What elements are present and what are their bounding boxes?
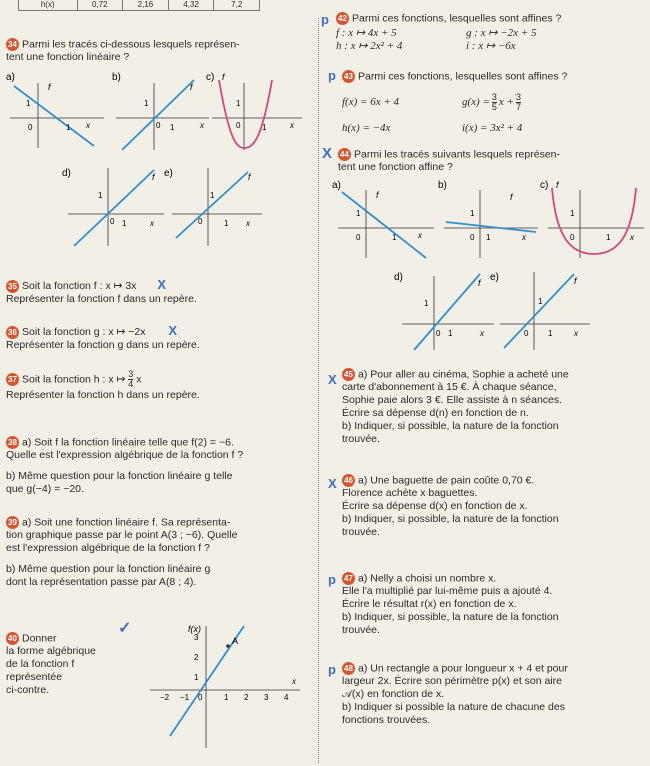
svg-text:0: 0 xyxy=(156,121,161,130)
svg-text:4: 4 xyxy=(284,693,289,702)
svg-text:f: f xyxy=(48,82,51,92)
svg-text:1: 1 xyxy=(194,673,199,682)
svg-text:x: x xyxy=(480,329,484,338)
graph-c xyxy=(206,72,302,150)
exercise-48: 48 a) Un rectangle a pour longueur x + 4 et pour largeur 2x. Écrire son périmètre p(x) et son aire 𝒜(x) en fonction de x. b) Indiquer si possible la nature de chacune des fonctions trouvées. xyxy=(342,662,568,727)
exercise-35 xyxy=(6,278,306,306)
svg-text:1: 1 xyxy=(144,99,149,108)
svg-text:d): d) xyxy=(62,168,71,179)
svg-text:1: 1 xyxy=(262,123,267,132)
graph-d xyxy=(394,272,494,350)
svg-text:f: f xyxy=(190,82,193,92)
svg-text:x: x xyxy=(418,231,422,240)
svg-text:x: x xyxy=(574,329,578,338)
exercise-45: 45 a) Pour aller au cinéma, Sophie a acheté une carte d'abonnement à 15 €. À chaque séance, Sophie paie alors 3 €. Elle assiste à n séances. Écrire sa dépense d(n) en fonction de n. b) Indiquer, si possible, la nature de la fonction trouvée. xyxy=(342,368,569,446)
graph-e xyxy=(164,168,262,246)
exercise-number: 43 xyxy=(342,70,355,83)
exercise-number: 38 xyxy=(6,436,19,449)
exercise-46: 46 a) Une baguette de pain coûte 0,70 €. Florence achète x baguettes. Écrire sa dépense d(x) en fonction de x. b) Indiquer, si possible, la nature de la fonction trouvée. xyxy=(342,474,559,539)
svg-text:−2: −2 xyxy=(160,693,170,702)
column-divider xyxy=(318,18,319,763)
exercise-text: Soit la fonction g : x ↦ −2x xyxy=(22,326,146,338)
exercise-42: 42 Parmi ces fonctions, lesquelles sont affines ? f : x ↦ 4x + 5 g : x ↦ −2x + 5 h : x ↦ 2x² + 4 i : x ↦ −6x xyxy=(336,12,562,53)
svg-text:f: f xyxy=(510,192,513,202)
exercise-number: 45 xyxy=(342,368,355,381)
exercise-number: 36 xyxy=(6,326,19,339)
exercise-number: 47 xyxy=(342,572,355,585)
graph-line xyxy=(14,86,94,146)
exercise-39: 39 a) Soit une fonction linéaire f. Sa représenta- tion graphique passe par le point A(3 ; −6). Quelle est l'expression algébrique de la fonction f ? b) Même question pour la fonction linéaire g dont la représentation passe par A(8 ; 4). xyxy=(6,516,238,589)
exercise-36 xyxy=(6,324,306,352)
exercise-number: 39 xyxy=(6,516,19,529)
svg-text:1: 1 xyxy=(424,299,429,308)
ex34-graphs xyxy=(4,68,304,258)
handwritten-mark: p xyxy=(328,68,336,83)
svg-text:3: 3 xyxy=(194,633,199,642)
svg-text:x: x xyxy=(290,121,294,130)
svg-text:1: 1 xyxy=(448,329,453,338)
handwritten-mark: X xyxy=(168,323,178,338)
svg-text:1: 1 xyxy=(26,99,31,108)
graph-label: a) xyxy=(6,72,15,83)
svg-text:x: x xyxy=(86,121,90,130)
svg-text:0: 0 xyxy=(524,329,529,338)
graph-b xyxy=(438,180,538,258)
graph-a xyxy=(332,180,434,258)
exercise-text: Soit la fonction f : x ↦ 3x xyxy=(22,280,137,292)
svg-text:−1: −1 xyxy=(180,693,190,702)
exercise-37: 37 Soit la fonction h : x ↦ $\frac{3}{4}$ x Représenter la fonction h dans un repère. xyxy=(6,369,200,401)
exercise-number: 40 xyxy=(6,632,19,645)
graph-line xyxy=(122,80,194,150)
svg-text:1: 1 xyxy=(486,233,491,242)
svg-text:0: 0 xyxy=(470,233,475,242)
graph-line xyxy=(74,170,154,246)
exercise-text: tent une fonction linéaire ? xyxy=(6,51,130,64)
table-cell: 4,32 xyxy=(169,0,215,10)
graph-c xyxy=(540,180,644,258)
handwritten-mark: X xyxy=(328,476,337,491)
svg-text:x: x xyxy=(522,233,526,242)
handwritten-mark: p xyxy=(321,12,329,27)
handwritten-mark: X xyxy=(322,145,333,162)
svg-text:1: 1 xyxy=(470,209,475,218)
svg-text:1: 1 xyxy=(170,123,175,132)
svg-text:d): d) xyxy=(394,272,403,283)
svg-text:1: 1 xyxy=(122,219,127,228)
svg-text:x: x xyxy=(200,121,204,130)
graph-line xyxy=(414,274,480,350)
exercise-43: 43 Parmi ces fonctions, lesquelles sont affines ? f(x) = 6x + 4 g(x) = $\frac{3}{5}$ x + $\frac{3}{7}$ h(x) = −4x i(x) = 3x² + 4 xyxy=(342,70,568,135)
svg-text:1: 1 xyxy=(570,209,575,218)
svg-text:1: 1 xyxy=(392,233,397,242)
exercise-text: Représenter la fonction h dans un repère. xyxy=(6,389,200,401)
svg-text:c): c) xyxy=(540,180,549,191)
svg-text:x: x xyxy=(150,219,154,228)
graph-line xyxy=(176,172,248,238)
svg-text:f: f xyxy=(222,72,225,82)
svg-text:e): e) xyxy=(490,272,499,283)
graph-b xyxy=(112,72,209,150)
exercise-40: 40 Donner la forme algébrique de la fonction f représentée ci-contre. xyxy=(6,632,96,697)
handwritten-check: ✓ xyxy=(118,620,132,637)
graph-d xyxy=(62,168,164,246)
graph-e xyxy=(490,272,590,350)
graph-line xyxy=(446,222,536,232)
exercise-text: Représenter la fonction f dans un repère. xyxy=(6,293,197,305)
graph-a xyxy=(6,72,104,148)
exercise-text: Représenter la fonction g dans un repère. xyxy=(6,339,200,351)
fraction: $\frac{3}{4}$ xyxy=(128,369,134,389)
svg-text:1: 1 xyxy=(606,233,611,242)
table-cell: 2,16 xyxy=(123,0,169,10)
svg-text:x: x xyxy=(292,677,296,686)
svg-text:0: 0 xyxy=(28,123,33,132)
exercise-34 xyxy=(6,38,306,64)
value-table-row xyxy=(18,0,260,11)
point-A xyxy=(226,644,230,648)
svg-text:f: f xyxy=(556,180,559,190)
svg-text:x: x xyxy=(246,219,250,228)
handwritten-mark: X xyxy=(328,372,337,387)
exercise-number: 35 xyxy=(6,280,19,293)
svg-text:1: 1 xyxy=(98,191,103,200)
graph-curve xyxy=(552,188,636,254)
handwritten-mark: p xyxy=(328,572,336,587)
table-header: h(x) xyxy=(19,0,78,10)
svg-text:f(x): f(x) xyxy=(188,624,201,634)
exercise-number: 46 xyxy=(342,474,355,487)
svg-text:0: 0 xyxy=(110,217,115,226)
exercise-number: 48 xyxy=(342,662,355,675)
exercise-38: 38 a) Soit f la fonction linéaire telle que f(2) = −6. Quelle est l'expression algébrique de la fonction f ? b) Même question pour la fonction linéaire g telle que g(−4) = −20. xyxy=(6,436,244,496)
graph-curve xyxy=(219,80,272,148)
handwritten-mark: X xyxy=(157,277,167,292)
graph-line xyxy=(342,192,426,258)
svg-text:0: 0 xyxy=(356,233,361,242)
exercise-number: 34 xyxy=(6,38,19,51)
svg-text:2: 2 xyxy=(244,693,249,702)
svg-text:1: 1 xyxy=(236,99,241,108)
svg-text:A: A xyxy=(232,636,239,646)
svg-text:1: 1 xyxy=(210,191,215,200)
graph-line xyxy=(504,274,574,348)
exercise-text: Parmi les tracés ci-dessous lesquels représen- xyxy=(22,38,240,51)
exercise-number: 44 xyxy=(338,148,351,161)
svg-text:0: 0 xyxy=(236,121,241,130)
svg-text:0: 0 xyxy=(570,233,575,242)
table-cell: 7,2 xyxy=(231,0,243,9)
exercise-44: 44 Parmi les tracés suivants lesquels représen- tent une fonction affine ? xyxy=(338,148,561,174)
table-cell: 0,72 xyxy=(78,0,124,10)
svg-text:a): a) xyxy=(332,180,341,191)
svg-text:3: 3 xyxy=(264,693,269,702)
svg-text:1: 1 xyxy=(548,329,553,338)
svg-text:0: 0 xyxy=(198,693,203,702)
handwritten-mark: p xyxy=(328,662,336,677)
svg-text:f: f xyxy=(478,278,481,288)
svg-text:e): e) xyxy=(164,168,173,179)
exercise-text: Soit la fonction h : x ↦ xyxy=(22,373,126,386)
svg-text:2: 2 xyxy=(194,653,199,662)
svg-text:0: 0 xyxy=(198,217,203,226)
svg-text:b): b) xyxy=(438,180,447,191)
svg-text:1: 1 xyxy=(224,219,229,228)
svg-text:f: f xyxy=(376,190,379,200)
exercise-47: 47 a) Nelly a choisi un nombre x. Elle l'a multiplié par lui-même puis a ajouté 4. Écrire le résultat r(x) en fonction de x. b) Indiquer, si possible, la nature de la fonction trouvée. xyxy=(342,572,559,637)
svg-text:1: 1 xyxy=(356,209,361,218)
svg-text:1: 1 xyxy=(538,297,543,306)
svg-text:1: 1 xyxy=(66,123,71,132)
svg-text:0: 0 xyxy=(436,329,441,338)
svg-text:f: f xyxy=(248,172,251,182)
svg-text:x: x xyxy=(630,233,634,242)
svg-text:c): c) xyxy=(206,72,215,83)
ex40-graph xyxy=(140,618,312,756)
exercise-number: 42 xyxy=(336,12,349,25)
svg-text:f: f xyxy=(574,276,577,286)
svg-text:f: f xyxy=(152,172,155,182)
svg-text:b): b) xyxy=(112,72,121,83)
ex44-graphs xyxy=(330,176,648,352)
svg-text:1: 1 xyxy=(224,693,229,702)
exercise-number: 37 xyxy=(6,373,19,386)
